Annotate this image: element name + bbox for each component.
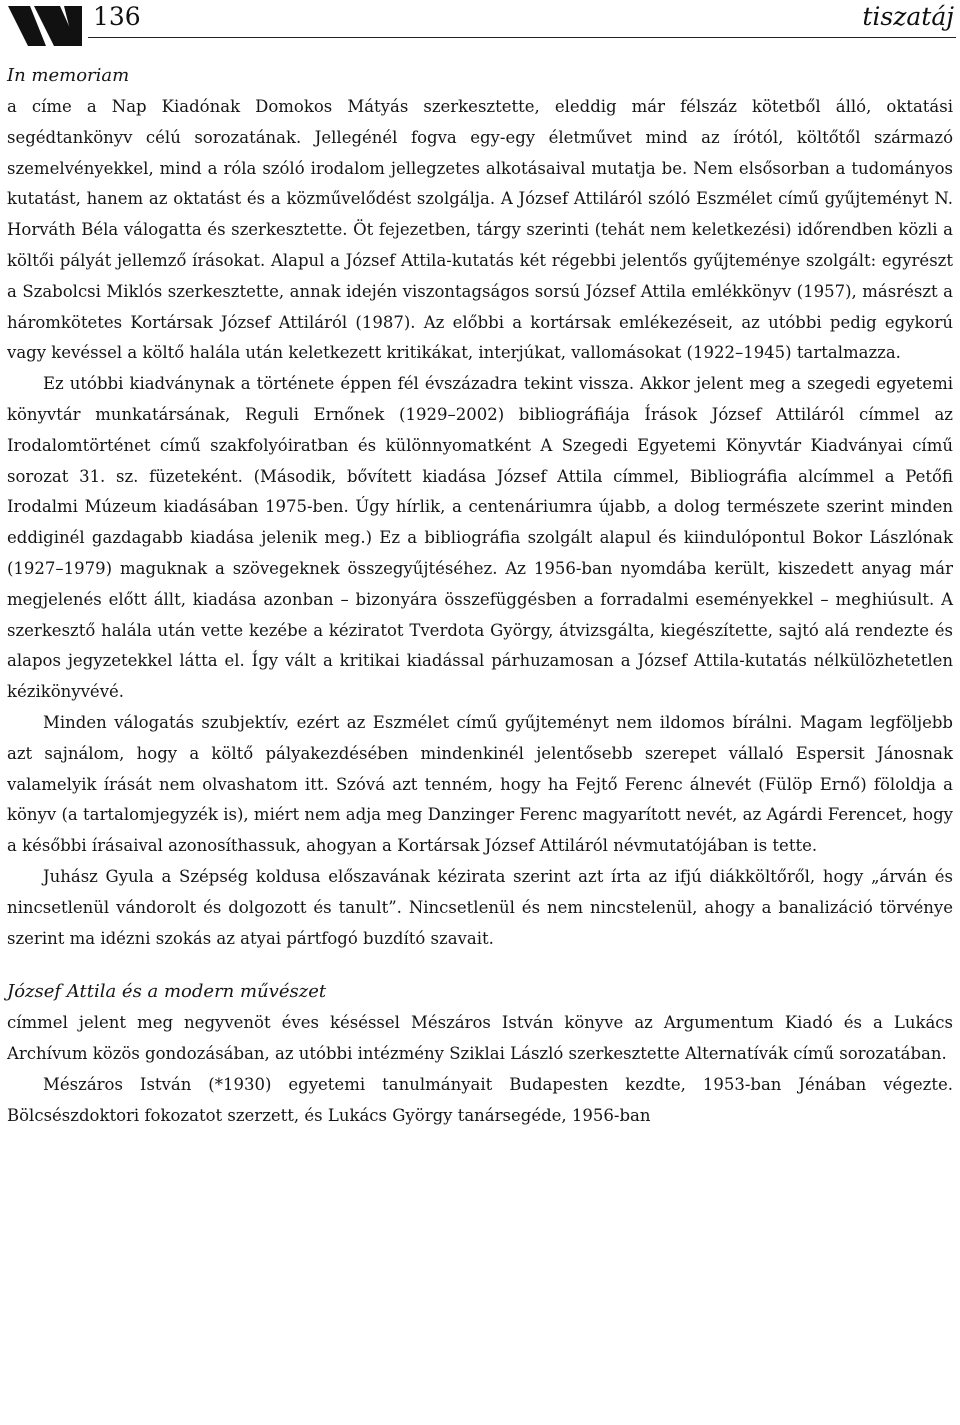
journal-logo-icon xyxy=(8,6,82,46)
paragraph-6: Mészáros István (*1930) egyetemi tanulmányait Budapesten kezdte, 1953-ban Jénában végezte. Bölcsészdoktori fokozatot szerzett, és Lukács György tanársegéde, 1956-ban xyxy=(7,1074,953,1125)
paragraph-3: Minden válogatás szubjektív, ezért az Eszmélet című gyűjteményt nem ildomos bírálni. Magam legföljebb azt sajnálom, hogy a költő pályakezdésében mindenkinél jelentősebb szerepet vállaló Espersit Jánosnak valamelyik írását nem olvashatom itt. Szóvá azt tenném, hogy ha Fejtő Ferenc álnevét (Fülöp Ernő) föloldja a könyv (a tartalomjegyzék is), miért nem adja meg Danzinger Ferenc magyarított nevét, az Agárdi Ferencet, hogy a későbbi írásaival azonosíthassuk, ahogyan a Kortársak József Attiláról névmutatójában is tette. xyxy=(7,712,953,856)
page-header xyxy=(0,0,960,46)
section-title-modern-art: József Attila és a modern művészet xyxy=(7,981,327,1003)
section-title-in-memoriam: In memoriam xyxy=(7,65,130,86)
paragraph-2: Ez utóbbi kiadványnak a története éppen fél évszázadra tekint vissza. Akkor jelent meg a szegedi egyetemi könyvtár munkatársának, Reguli Ernőnek (1929–2002) bibliográfiája Írások József Attiláról címmel az Irodalomtörténet című szakfolyóiratban és különnyomatként A Szegedi Egyetemi Könyvtár Kiadványai című sorozat 31. sz. füzeteként. (Második, bővített kiadása József Attila címmel, Bibliográfia alcímmel a Petőfi Irodalmi Múzeum kiadásában 1975-ben. Úgy hírlik, a centenáriumra újabb, a dolog természete szerint minden eddiginél gazdagabb kiadása jelenik meg.) Ez a bibliográfia szolgált alapul és kiindulópontul Bokor Lászlónak (1927–1979) maguknak a szövegeknek összegyűjtéséhez. Az 1956-ban nyomdába került, kiszedett anyag már megjelenés előtt állt, kiadása azonban – bizonyára összefüggésben a forradalmi eseményekkel – meghiúsult. A szerkesztő halála után vette kezébe a kéziratot Tverdota György, átvizsgálta, kiegészítette, sajtó alá rendezte és alapos jegyzetekkel látta el. Így vált a kritikai kiadással párhuzamosan a József Attila-kutatás nélkülözhetetlen kézikönyvévé. xyxy=(7,374,953,702)
header-rule xyxy=(88,37,956,38)
journal-name: tiszatáj xyxy=(862,2,954,31)
section-gap xyxy=(7,954,953,976)
paragraph-4: Juhász Gyula a Szépség koldusa előszavának kézirata szerint azt írta az ifjú diákköltőről, hogy „árván és nincsetlenül vándorolt és dolgozott és tanult”. Nincsetlenül és nem nincstelenül, ahogy a banalizáció törvénye szerint ma idézni szokás az atyai pártfogó buzdító szavait. xyxy=(7,866,953,948)
page-number: 136 xyxy=(93,2,141,31)
article-body xyxy=(7,60,953,1132)
paragraph-1: a címe a Nap Kiadónak Domokos Mátyás szerkesztette, eleddig már félszáz kötetből álló, oktatási segédtankönyv célú sorozatának. Jellegénél fogva egy-egy életművet mind az írótól, költőtől származó szemelvényekkel, mind a róla szóló irodalom jellegzetes alkotásaival mutatja be. Nem elsősorban a tudományos kutatást, hanem az oktatást és a közművelődést szolgálja. A József Attiláról szóló Eszmélet című gyűjteményt N. Horváth Béla válogatta és szerkesztette. Öt fejezetben, tárgy szerinti (tehát nem keletkezési) időrendben közli a költői pályát jellemző írásokat. Alapul a József Attila-kutatás két régebbi jelentős gyűjteménye szolgált: egyrészt a Szabolcsi Miklós szerkesztette, annak idején viszontagságos sorsú József Attila emlékkönyv (1957), másrészt a háromkötetes Kortársak József Attiláról (1987). Az előbbi a kortársak emlékezéseit, az utóbbi pedig egykorú vagy kevéssel a költő halála után keletkezett kritikákat, interjúkat, vallomásokat (1922–1945) tartalmazza. xyxy=(7,97,953,363)
paragraph-5: címmel jelent meg negyvenöt éves késéssel Mészáros István könyve az Argumentum Kiadó és a Lukács Archívum közös gondozásában, az utóbbi intézmény Sziklai László szerkesztette Alternatívák című sorozatában. xyxy=(7,1013,953,1064)
